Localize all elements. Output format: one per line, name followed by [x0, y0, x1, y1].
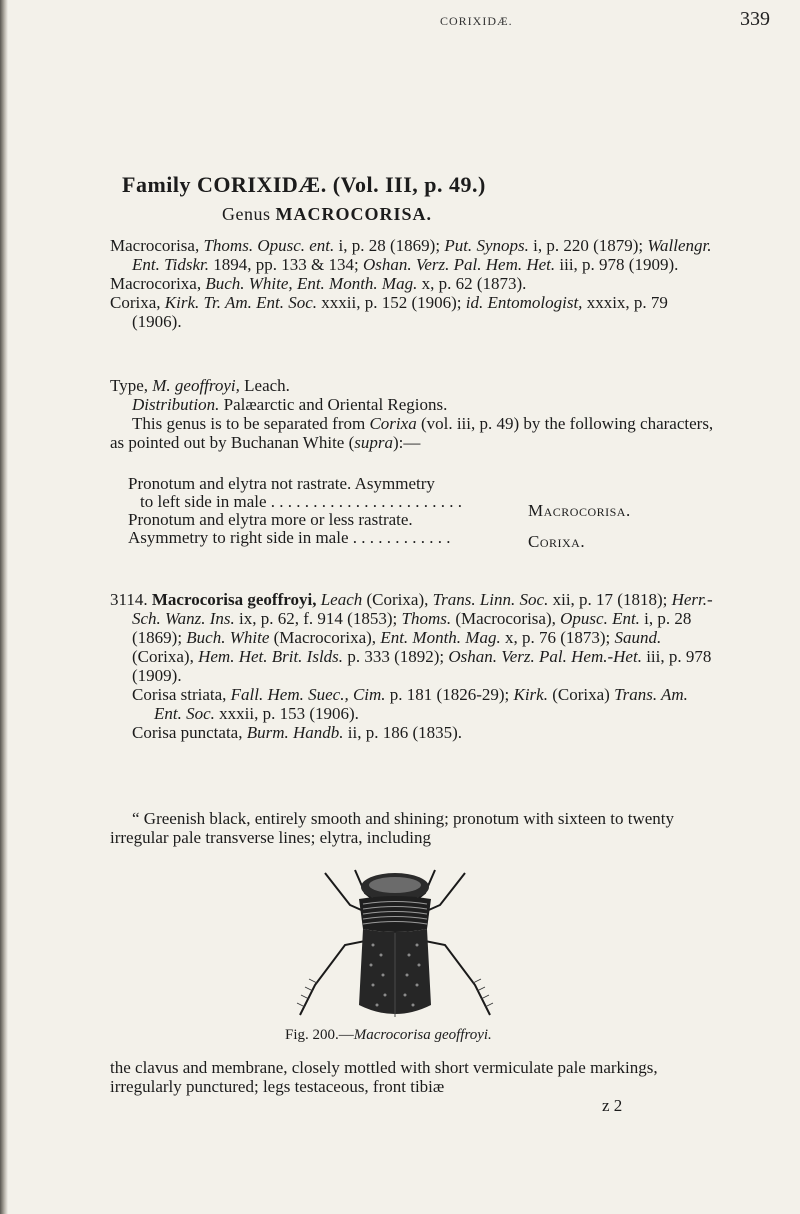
genus-prefix: Genus	[222, 204, 271, 224]
figure-caption: Fig. 200.—Macrocorisa geoffroyi.	[285, 1027, 492, 1043]
intro-paragraph: This genus is to be separated from Corixa (vol. iii, p. 49) by the following characters, as pointed out by Buchanan White (supra):—	[110, 414, 714, 452]
page-number: 339	[740, 8, 770, 30]
key-result-macrocorisa: Macrocorisa.	[528, 501, 631, 520]
key-row: to left side in male . . . . . . . . . . . . . . . . . . . . . . . Macrocorisa.	[140, 492, 631, 520]
species-synonymy: 3114. Macrocorisa geoffroyi, Leach (Corixa), Trans. Linn. Soc. xii, p. 17 (1818); Herr.-Sch. Wanz. Ins. ix, p. 62, f. 914 (1853); Thoms. (Macrocorisa), Opusc. Ent. i, p. 28 (1869); Buch. White (Macrocorixa), Ent. Month. Mag. x, p. 76 (1873); Saund. (Corixa), Hem. Het. Brit. Islds. p. 333 (1892); Oshan. Verz. Pal. Hem.-Het. iii, p. 978 (1909).	[110, 590, 713, 685]
key-result-corixa: Corixa.	[528, 532, 586, 551]
key-row: Pronotum and elytra more or less rastrate.	[128, 510, 413, 529]
genus-key	[128, 474, 728, 551]
insect-figure	[255, 865, 535, 1020]
key-row: Asymmetry to right side in male . . . . . . . . . . . . Corixa.	[128, 528, 586, 551]
running-head: CORIXIDÆ.	[440, 14, 513, 28]
description-part2: the clavus and membrane, closely mottled with short vermiculate pale markings, irregularly punctured; legs testaceous, front tibiæ	[110, 1058, 658, 1096]
genus-name: MACROCORISA.	[275, 204, 433, 224]
synonym-entry: Corixa, Kirk. Tr. Am. Ent. Soc. xxxii, p. 152 (1906); id. Entomologist, xxxix, p. 79 (1906).	[110, 293, 668, 331]
species-entry	[110, 590, 720, 742]
species-number: 3114.	[110, 590, 148, 609]
synonym-entry: Macrocorisa, Thoms. Opusc. ent. i, p. 28 (1869); Put. Synops. i, p. 220 (1879); Wallengr. Ent. Tidskr. 1894, pp. 133 & 134; Oshan. Verz. Pal. Hem. Het. iii, p. 978 (1909).	[110, 236, 712, 274]
synonym-entry: Macrocorixa, Buch. White, Ent. Month. Mag. x, p. 62 (1873).	[110, 274, 527, 293]
binding-edge	[0, 0, 8, 1214]
genus-heading	[222, 204, 432, 225]
type-line: Type, M. geoffroyi, Leach.	[110, 376, 290, 395]
species-name: Macrocorisa geoffroyi,	[151, 590, 317, 609]
distribution-line: Distribution. Palæarctic and Oriental Regions.	[132, 395, 448, 414]
species-synonym: Corisa striata, Fall. Hem. Suec., Cim. p. 181 (1826-29); Kirk. (Corixa) Trans. Am. Ent. Soc. xxxii, p. 153 (1906).	[132, 685, 688, 723]
signature-mark: z 2	[602, 1096, 623, 1115]
species-synonym: Corisa punctata, Burm. Handb. ii, p. 186 (1835).	[132, 723, 463, 742]
description-part1: “ Greenish black, entirely smooth and shining; pronotum with sixteen to twenty irregular pale transverse lines; elytra, including	[110, 809, 675, 847]
key-row: Pronotum and elytra not rastrate. Asymmetry	[128, 474, 435, 493]
water-boatman-illustration	[255, 865, 535, 1020]
synonymy-block	[110, 236, 720, 331]
family-heading: Family CORIXIDÆ. (Vol. III, p. 49.)	[122, 172, 486, 197]
type-and-distribution	[110, 376, 720, 452]
